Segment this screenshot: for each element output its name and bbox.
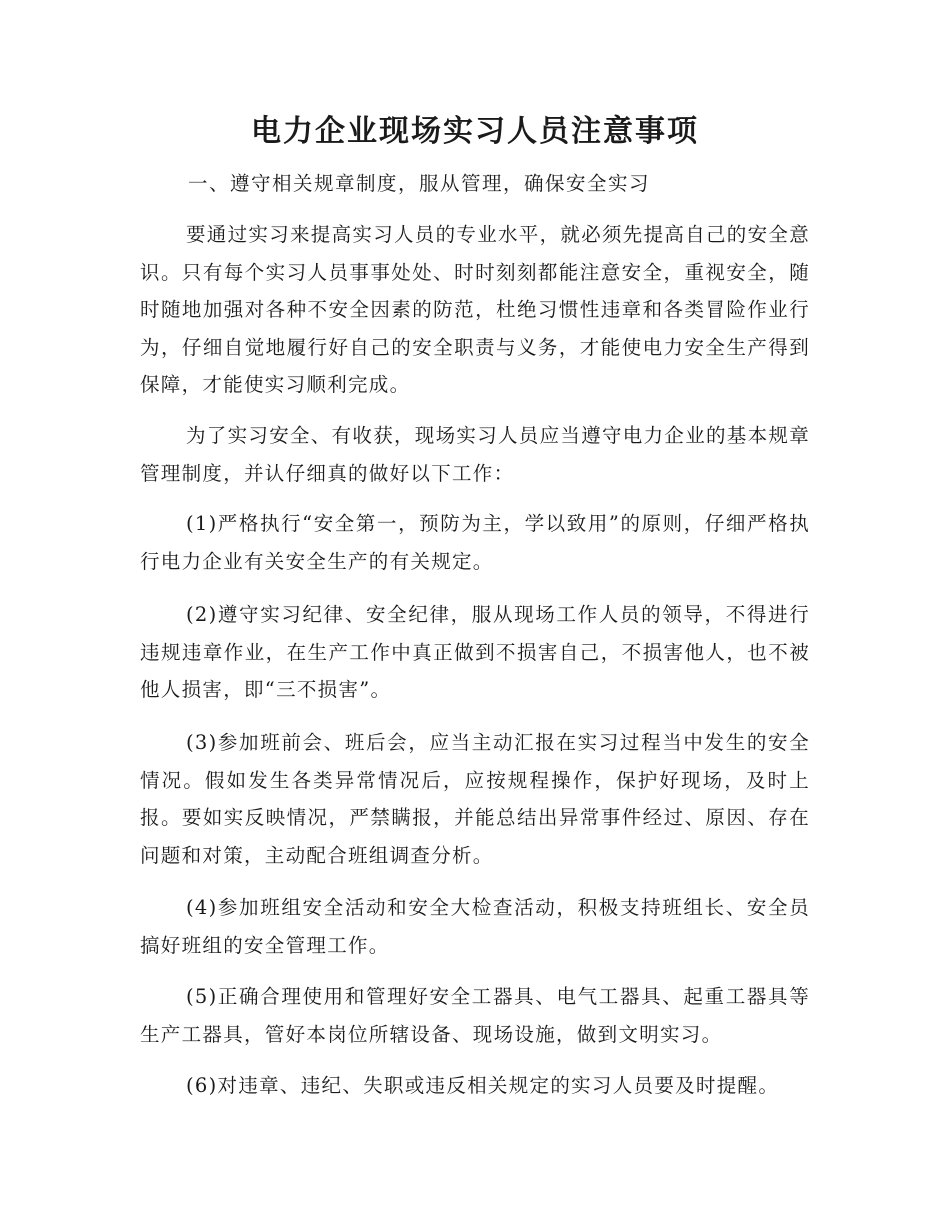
section-heading: 一、遵守相关规章制度，服从管理，确保安全实习 <box>188 172 651 195</box>
paragraph-item-5: (5)正确合理使用和管理好安全工器具、电气工器具、起重工器具等生产工器具，管好本岗位所辖设备、现场设施，做到文明实习。 <box>140 985 810 1046</box>
paragraph-item-6: (6)对违章、违纪、失职或违反相关规定的实习人员要及时提醒。 <box>186 1074 780 1097</box>
paragraph-item-1: (1)严格执行“安全第一，预防为主，学以致用”的原则，仔细严格执行电力企业有关安全生产的有关规定。 <box>140 512 810 573</box>
paragraph-item-3: (3)参加班前会、班后会，应当主动汇报在实习过程当中发生的安全情况。假如发生各类异常情况后，应按规程操作，保护好现场，及时上报。要如实反映情况，严禁瞒报，并能总结出异常事件经过、原因、存在问题和对策，主动配合班组调查分析。 <box>140 731 810 867</box>
document-title: 电力企业现场实习人员注意事项 <box>251 114 699 149</box>
paragraph-safety-awareness: 要通过实习来提高实习人员的专业水平，就必须先提高自己的安全意识。只有每个实习人员事事处处、时时刻刻都能注意安全，重视安全，随时随地加强对各种不安全因素的防范，杜绝习惯性违章和各类冒险作业行为，仔细自觉地履行好自己的安全职责与义务，才能使电力安全生产得到保障，才能使实习顺利完成。 <box>140 223 811 396</box>
paragraph-intro-rules: 为了实习安全、有收获，现场实习人员应当遵守电力企业的基本规章管理制度，并认仔细真的做好以下工作： <box>140 424 811 485</box>
paragraph-item-2: (2)遵守实习纪律、安全纪律，服从现场工作人员的领导，不得进行违规违章作业，在生产工作中真正做到不损害自己，不损害他人，也不被他人损害，即“三不损害”。 <box>140 603 810 701</box>
paragraph-item-4: (4)参加班组安全活动和安全大检查活动，积极支持班组长、安全员搞好班组的安全管理工作。 <box>140 896 810 957</box>
